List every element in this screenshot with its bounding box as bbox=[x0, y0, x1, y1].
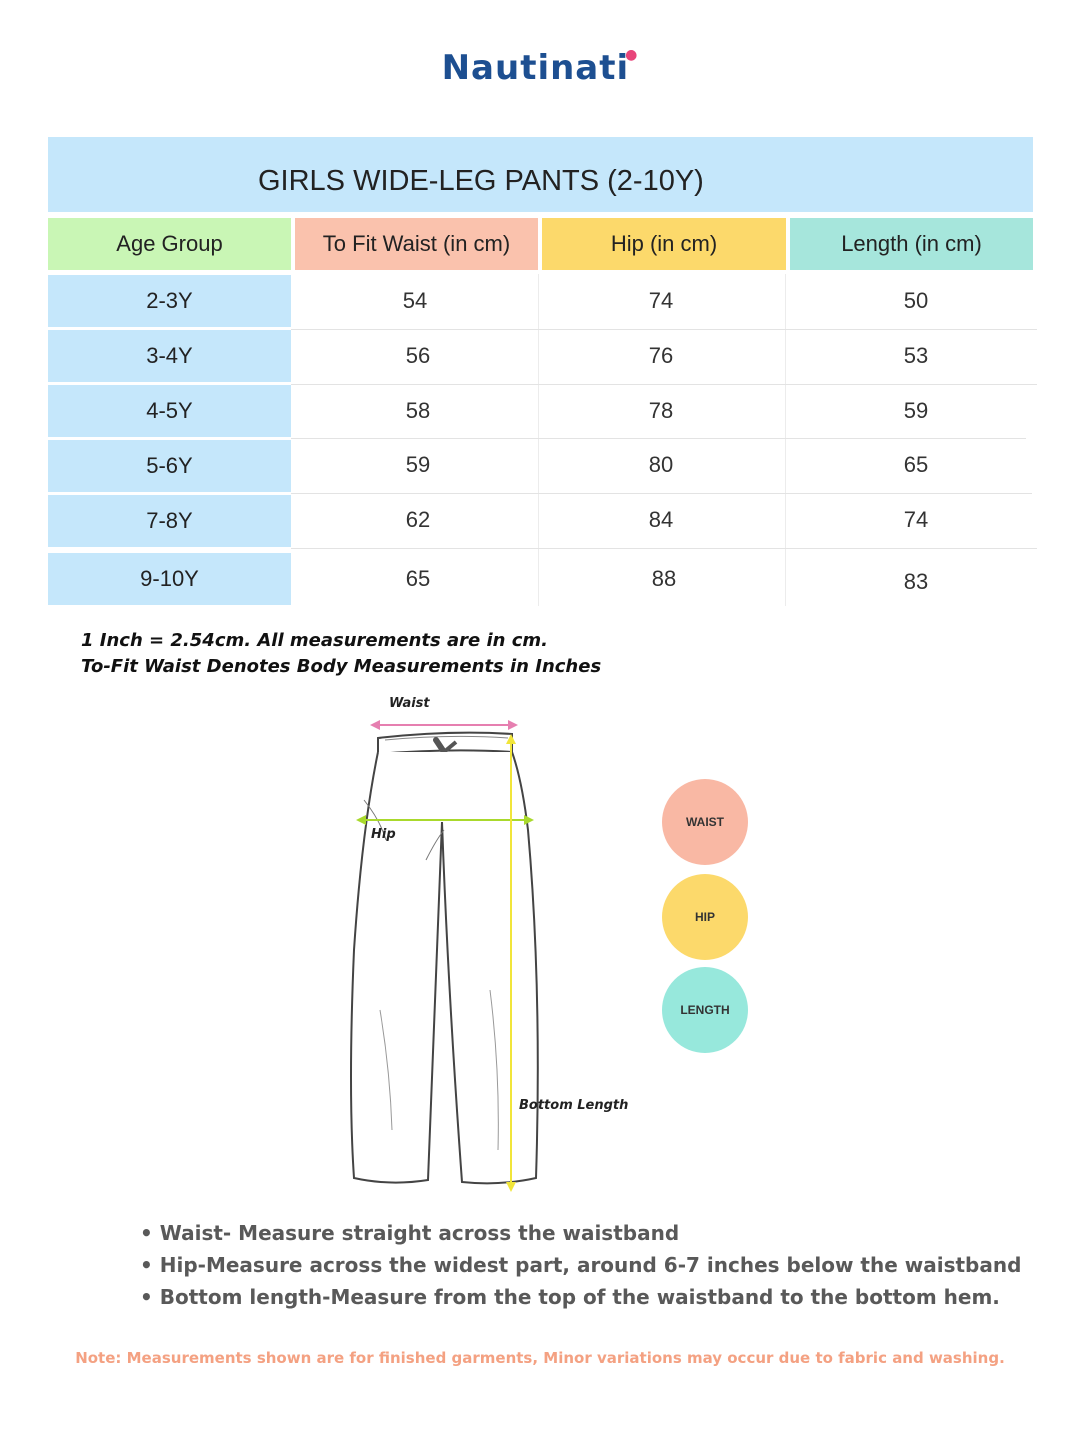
header-hip: Hip (in cm) bbox=[542, 218, 786, 270]
age-cell: 2-3Y bbox=[48, 275, 291, 327]
age-cell: 9-10Y bbox=[48, 553, 291, 605]
chart-title-bar bbox=[48, 137, 1033, 212]
waist-note: To-Fit Waist Denotes Body Measurements in Inches bbox=[81, 656, 602, 677]
length-value: 53 bbox=[903, 343, 929, 368]
conversion-note: 1 Inch = 2.54cm. All measurements are in cm. bbox=[81, 630, 548, 651]
paw-icon: ● bbox=[625, 47, 639, 63]
table-divider bbox=[291, 329, 1037, 330]
waist-value: 65 bbox=[405, 566, 431, 591]
footer-note: Note: Measurements shown are for finished garments, Minor variations may occur due to fabric and washing. bbox=[75, 1349, 1005, 1367]
length-value: 74 bbox=[903, 507, 929, 532]
instruction-waist: • Waist- Measure straight across the waistband bbox=[140, 1221, 680, 1245]
waist-legend-badge: WAIST bbox=[662, 779, 748, 865]
chart-title: GIRLS WIDE-LEG PANTS (2-10Y) bbox=[258, 165, 704, 197]
hip-value: 76 bbox=[648, 343, 674, 368]
hip-value: 80 bbox=[648, 452, 674, 477]
brand-logo bbox=[0, 48, 1080, 88]
instruction-length: • Bottom length-Measure from the top of the waistband to the bottom hem. bbox=[140, 1285, 1000, 1309]
age-cell: 7-8Y bbox=[48, 495, 291, 547]
table-divider bbox=[291, 438, 1026, 439]
length-value: 50 bbox=[903, 288, 929, 313]
hip-value: 84 bbox=[648, 507, 674, 532]
length-value: 83 bbox=[903, 569, 929, 594]
age-cell: 5-6Y bbox=[48, 440, 291, 492]
table-divider bbox=[291, 493, 1032, 494]
bottom-length-label: Bottom Length bbox=[519, 1098, 629, 1113]
table-divider bbox=[785, 274, 786, 606]
age-cell: 3-4Y bbox=[48, 330, 291, 382]
length-value: 65 bbox=[903, 452, 929, 477]
header-waist: To Fit Waist (in cm) bbox=[295, 218, 538, 270]
instruction-hip: • Hip-Measure across the widest part, around 6-7 inches below the waistband bbox=[140, 1253, 1022, 1277]
hip-value: 78 bbox=[648, 398, 674, 423]
waist-value: 62 bbox=[405, 507, 431, 532]
waist-value: 59 bbox=[405, 452, 431, 477]
waist-value: 54 bbox=[402, 288, 428, 313]
table-divider bbox=[291, 384, 1037, 385]
logo-text: Nautinati bbox=[441, 48, 630, 88]
length-value: 59 bbox=[903, 398, 929, 423]
age-cell: 4-5Y bbox=[48, 385, 291, 437]
hip-value: 88 bbox=[651, 566, 677, 591]
hip-legend-badge: HIP bbox=[662, 874, 748, 960]
header-age-group: Age Group bbox=[48, 218, 291, 270]
hip-label: Hip bbox=[371, 827, 396, 842]
waist-value: 58 bbox=[405, 398, 431, 423]
table-divider bbox=[538, 274, 539, 606]
waist-label: Waist bbox=[389, 696, 430, 711]
length-legend-badge: LENGTH bbox=[662, 967, 748, 1053]
hip-value: 74 bbox=[648, 288, 674, 313]
header-length: Length (in cm) bbox=[790, 218, 1033, 270]
table-divider bbox=[291, 548, 1037, 549]
pants-diagram bbox=[340, 690, 660, 1200]
waist-value: 56 bbox=[405, 343, 431, 368]
